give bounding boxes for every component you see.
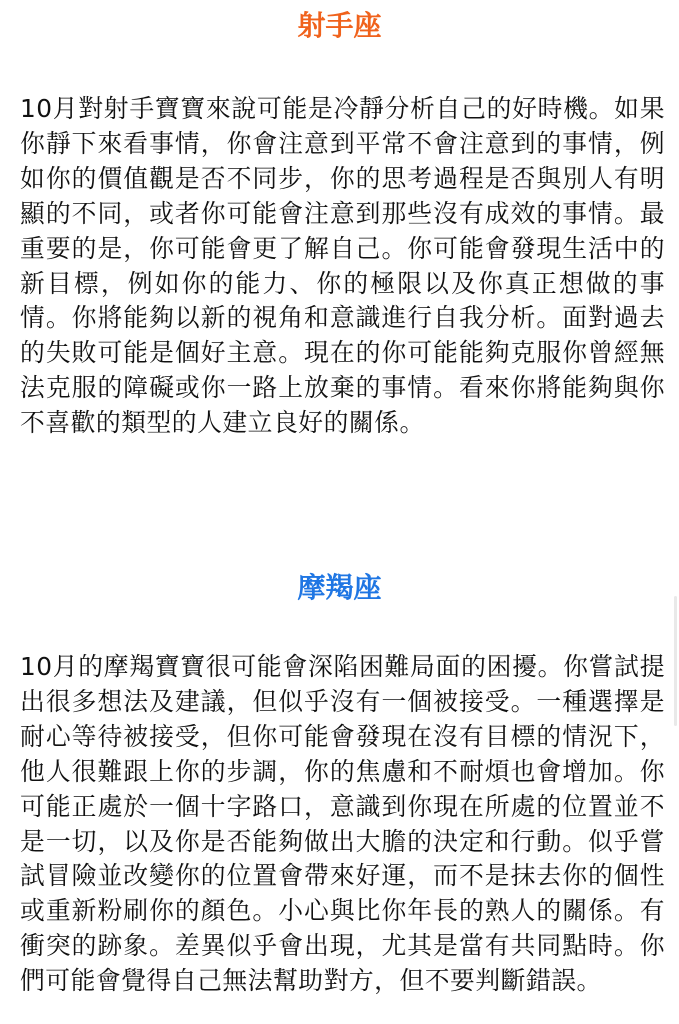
sagittarius-description: 10月對射手寶寶來說可能是冷靜分析自己的好時機。如果你靜下來看事情，你會注意到平常不會注意到的事情，例如你的價值觀是否不同步，你的思考過程是否與別人有明顯的不同，或者你可能會注意到那些沒有成效的事情。最重要的是，你可能會更了解自己。你可能會發現生活中的新目標，例如你的能力、你的極限以及你真正想做的事情。你將能夠以新的視角和意識進行自我分析。面對過去的失敗可能是個好主意。現在的你可能能夠克服你曾經無法克服的障礙或你一路上放棄的事情。看來你將能夠與你不喜歡的類型的人建立良好的關係。 (20, 94, 665, 438)
capricorn-description: 10月的摩羯寶寶很可能會深陷困難局面的困擾。你嘗試提出很多想法及建議，但似乎沒有一個被接受。一種選擇是耐心等待被接受，但你可能會發現在沒有目標的情況下，他人很難跟上你的步調，你的焦慮和不耐煩也會增加。你可能正處於一個十字路口，意識到你現在所處的位置並不是一切，以及你是否能夠做出大膽的決定和行動。似乎嘗試冒險並改變你的位置會帶來好運，而不是抹去你的個性或重新粉刷你的顏色。小心與比你年長的熟人的關係。有衝突的跡象。差異似乎會出現，尤其是當有共同點時。你們可能會覺得自己無法幫助對方，但不要判斷錯誤。 (20, 652, 665, 996)
capricorn-title: 摩羯座 (297, 571, 382, 604)
scrollbar[interactable] (674, 596, 677, 726)
sagittarius-section (0, 6, 679, 438)
sagittarius-title: 射手座 (297, 9, 382, 42)
capricorn-section (0, 568, 679, 996)
